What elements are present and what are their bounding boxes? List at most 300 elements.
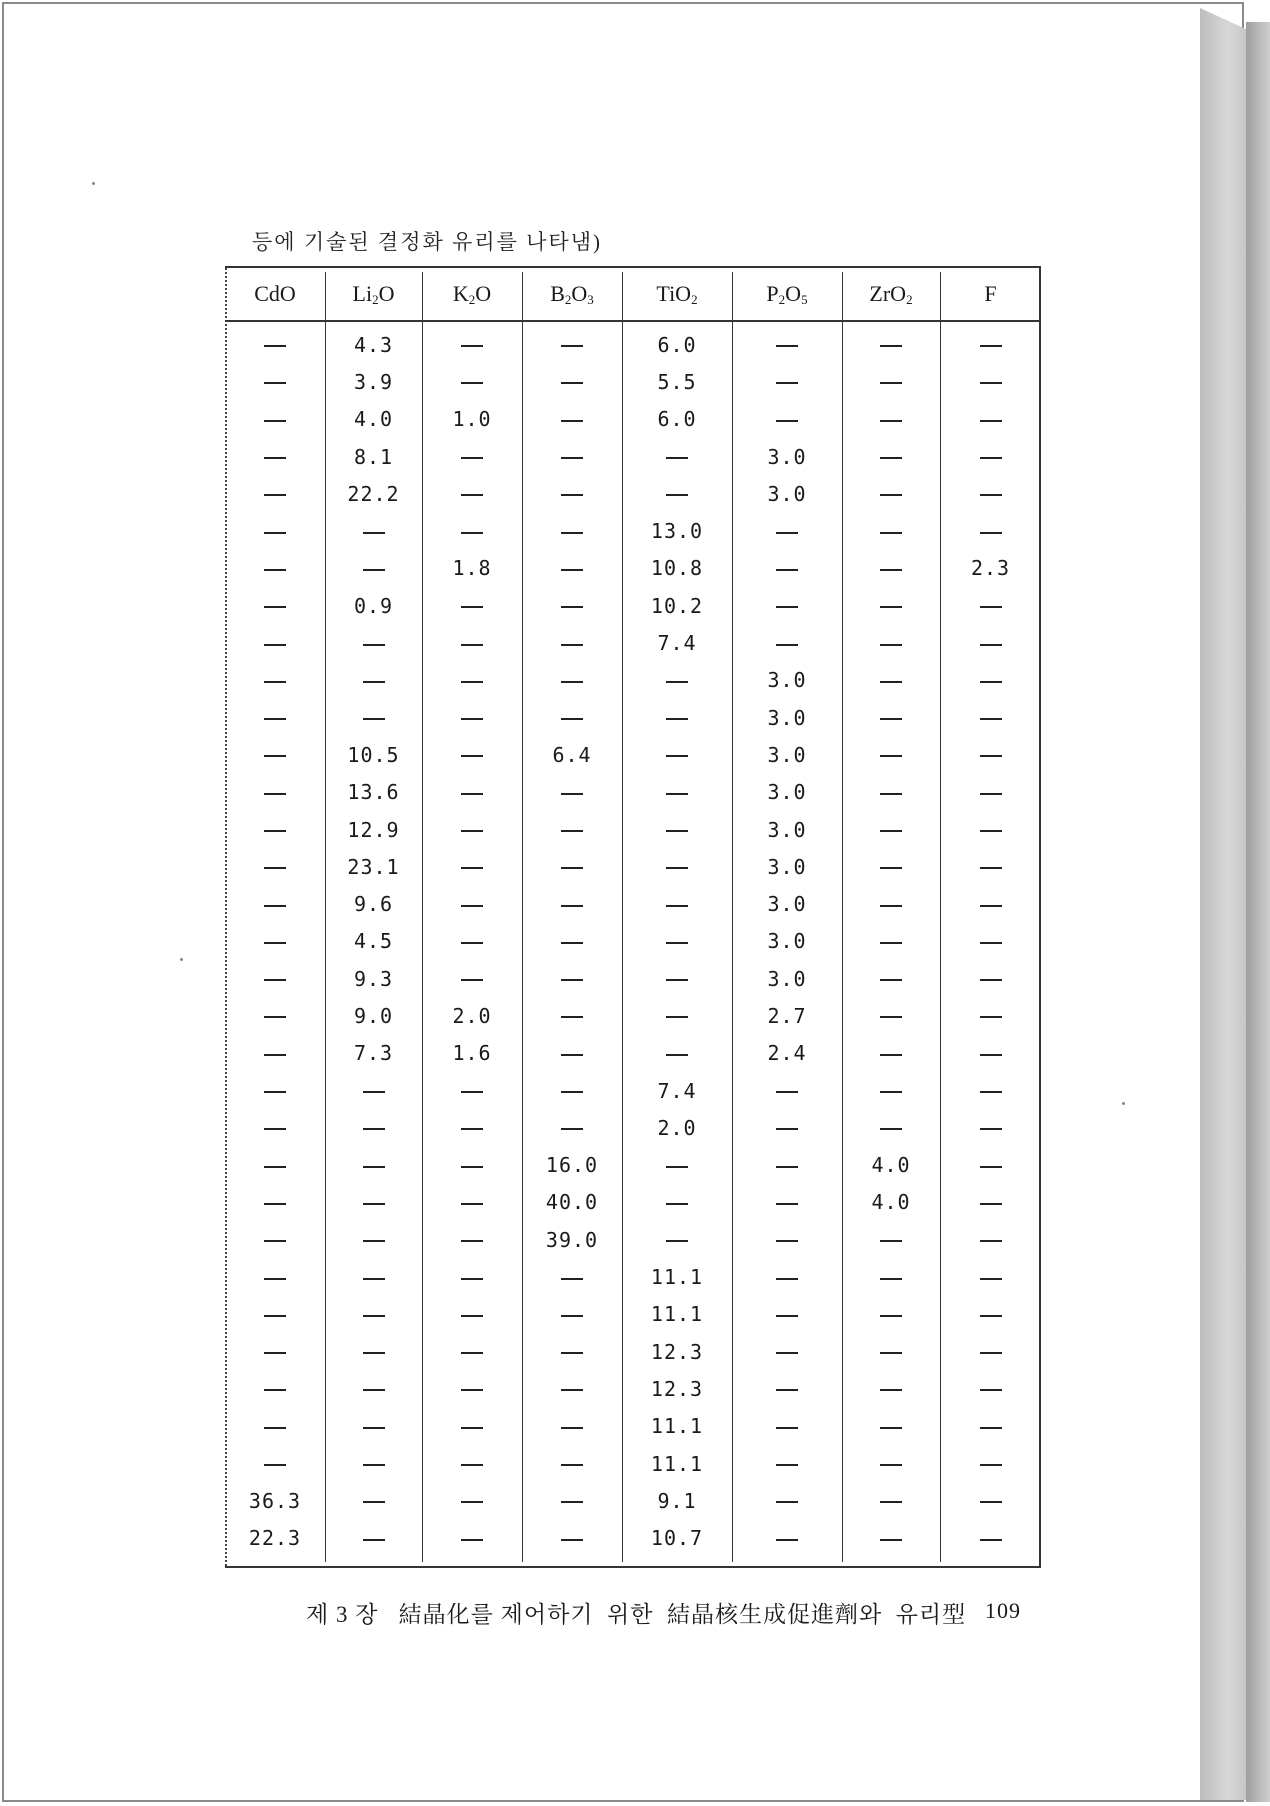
table-cell bbox=[842, 512, 940, 549]
table-cell bbox=[522, 1258, 622, 1295]
table-cell: 9.0 bbox=[353, 1003, 394, 1028]
empty-dash bbox=[561, 905, 583, 907]
table-cell: 12.3 bbox=[650, 1376, 704, 1401]
table-row bbox=[225, 1035, 1041, 1072]
empty-dash bbox=[776, 1203, 798, 1205]
table-row bbox=[225, 997, 1041, 1034]
empty-dash bbox=[461, 867, 483, 869]
empty-dash bbox=[363, 1128, 385, 1130]
table-cell bbox=[422, 736, 522, 773]
empty-dash bbox=[776, 420, 798, 422]
empty-dash bbox=[880, 457, 902, 459]
table-cell bbox=[225, 662, 325, 699]
empty-dash bbox=[461, 830, 483, 832]
empty-dash bbox=[666, 867, 688, 869]
empty-dash bbox=[666, 457, 688, 459]
empty-dash bbox=[980, 1501, 1002, 1503]
table-cell bbox=[842, 1333, 940, 1370]
table-cell: 9.3 bbox=[353, 966, 394, 991]
empty-dash bbox=[776, 644, 798, 646]
table-cell bbox=[732, 1184, 842, 1221]
table-cell bbox=[940, 1072, 1041, 1109]
table-cell bbox=[522, 923, 622, 960]
table-cell bbox=[940, 1333, 1041, 1370]
empty-dash bbox=[880, 1315, 902, 1317]
empty-dash bbox=[264, 905, 286, 907]
empty-dash bbox=[264, 420, 286, 422]
table-cell: 12.9 bbox=[347, 817, 400, 842]
table-cell bbox=[940, 885, 1041, 922]
empty-dash bbox=[461, 1240, 483, 1242]
empty-dash bbox=[363, 1203, 385, 1205]
table-cell bbox=[422, 1147, 522, 1184]
table-cell bbox=[842, 1482, 940, 1519]
empty-dash bbox=[880, 718, 902, 720]
table-cell bbox=[622, 438, 732, 475]
table-cell bbox=[422, 1370, 522, 1407]
table-row bbox=[225, 699, 1041, 736]
empty-dash bbox=[461, 1166, 483, 1168]
empty-dash bbox=[264, 1166, 286, 1168]
table-cell bbox=[842, 401, 940, 438]
empty-dash bbox=[561, 1389, 583, 1391]
empty-dash bbox=[561, 793, 583, 795]
table-cell bbox=[732, 1520, 842, 1557]
table-cell bbox=[940, 1147, 1041, 1184]
empty-dash bbox=[776, 1352, 798, 1354]
empty-dash bbox=[264, 718, 286, 720]
empty-dash bbox=[880, 606, 902, 608]
empty-dash bbox=[561, 979, 583, 981]
empty-dash bbox=[980, 979, 1002, 981]
table-cell: 10.8 bbox=[650, 556, 704, 581]
table-cell: 11.1 bbox=[650, 1414, 704, 1439]
empty-dash bbox=[980, 867, 1002, 869]
empty-dash bbox=[461, 457, 483, 459]
table-cell bbox=[422, 848, 522, 885]
table-cell bbox=[225, 960, 325, 997]
empty-dash bbox=[980, 1091, 1002, 1093]
table-cell bbox=[522, 624, 622, 661]
table-cell bbox=[622, 774, 732, 811]
table-cell bbox=[225, 512, 325, 549]
table-row bbox=[225, 326, 1041, 363]
table-cell bbox=[940, 699, 1041, 736]
table-cell bbox=[842, 550, 940, 587]
table-cell bbox=[522, 699, 622, 736]
table-cell: 6.0 bbox=[657, 332, 697, 357]
table-cell: 11.1 bbox=[650, 1451, 704, 1476]
empty-dash bbox=[980, 718, 1002, 720]
table-cell bbox=[422, 363, 522, 400]
empty-dash bbox=[363, 718, 385, 720]
empty-dash bbox=[461, 644, 483, 646]
empty-dash bbox=[776, 1464, 798, 1466]
empty-dash bbox=[363, 1352, 385, 1354]
empty-dash bbox=[264, 1091, 286, 1093]
table-row bbox=[225, 550, 1041, 587]
table-cell bbox=[842, 848, 940, 885]
empty-dash bbox=[363, 569, 385, 571]
table-cell bbox=[522, 997, 622, 1034]
empty-dash bbox=[880, 1054, 902, 1056]
table-cell bbox=[622, 960, 732, 997]
table-row bbox=[225, 1520, 1041, 1557]
empty-dash bbox=[980, 1278, 1002, 1280]
table-cell bbox=[325, 1258, 422, 1295]
empty-dash bbox=[561, 718, 583, 720]
table-cell bbox=[622, 1147, 732, 1184]
empty-dash bbox=[363, 1278, 385, 1280]
empty-dash bbox=[461, 345, 483, 347]
table-cell bbox=[325, 1408, 422, 1445]
table-cell bbox=[225, 1370, 325, 1407]
table-cell bbox=[225, 1221, 325, 1258]
table-cell: 39.0 bbox=[545, 1227, 599, 1252]
table-cell bbox=[225, 774, 325, 811]
table-cell bbox=[225, 363, 325, 400]
empty-dash bbox=[880, 755, 902, 757]
empty-dash bbox=[980, 382, 1002, 384]
empty-dash bbox=[461, 606, 483, 608]
empty-dash bbox=[561, 457, 583, 459]
empty-dash bbox=[461, 942, 483, 944]
table-cell: 13.6 bbox=[347, 780, 400, 805]
table-cell: 4.0 bbox=[871, 1153, 911, 1178]
table-cell bbox=[732, 1370, 842, 1407]
table-cell bbox=[842, 1258, 940, 1295]
table-cell bbox=[842, 1221, 940, 1258]
empty-dash bbox=[264, 644, 286, 646]
page-edge bbox=[1200, 8, 1248, 1800]
table-cell bbox=[732, 1109, 842, 1146]
table-cell bbox=[842, 774, 940, 811]
table-cell bbox=[522, 1333, 622, 1370]
table-row bbox=[225, 438, 1041, 475]
table-cell bbox=[940, 811, 1041, 848]
empty-dash bbox=[980, 1389, 1002, 1391]
empty-dash bbox=[880, 644, 902, 646]
column-header-f: F bbox=[984, 281, 997, 306]
empty-dash bbox=[980, 1166, 1002, 1168]
empty-dash bbox=[561, 382, 583, 384]
table-cell bbox=[940, 512, 1041, 549]
table-cell bbox=[422, 1109, 522, 1146]
table-cell bbox=[940, 662, 1041, 699]
table-cell: 3.0 bbox=[767, 892, 807, 917]
empty-dash bbox=[363, 681, 385, 683]
empty-dash bbox=[461, 718, 483, 720]
table-cell bbox=[225, 1333, 325, 1370]
table-cell bbox=[325, 1520, 422, 1557]
table-cell bbox=[622, 811, 732, 848]
empty-dash bbox=[666, 1016, 688, 1018]
empty-dash bbox=[980, 1054, 1002, 1056]
table-cell: 6.4 bbox=[552, 742, 592, 767]
empty-dash bbox=[776, 1091, 798, 1093]
table-cell bbox=[422, 1258, 522, 1295]
table-cell bbox=[522, 1035, 622, 1072]
empty-dash bbox=[561, 606, 583, 608]
table-cell bbox=[940, 1370, 1041, 1407]
table-row bbox=[225, 1258, 1041, 1295]
empty-dash bbox=[264, 1240, 286, 1242]
table-cell bbox=[225, 1408, 325, 1445]
empty-dash bbox=[776, 1389, 798, 1391]
empty-dash bbox=[980, 457, 1002, 459]
table-cell bbox=[940, 363, 1041, 400]
table-cell bbox=[522, 438, 622, 475]
table-cell bbox=[422, 662, 522, 699]
empty-dash bbox=[980, 420, 1002, 422]
empty-dash bbox=[980, 532, 1002, 534]
table-cell bbox=[225, 997, 325, 1034]
empty-dash bbox=[880, 1091, 902, 1093]
empty-dash bbox=[264, 793, 286, 795]
table-cell bbox=[622, 1035, 732, 1072]
table-cell bbox=[940, 960, 1041, 997]
empty-dash bbox=[264, 942, 286, 944]
table-row bbox=[225, 1370, 1041, 1407]
table-cell bbox=[522, 774, 622, 811]
empty-dash bbox=[666, 830, 688, 832]
empty-dash bbox=[776, 1278, 798, 1280]
table-row bbox=[225, 401, 1041, 438]
table-cell: 9.1 bbox=[657, 1488, 697, 1513]
empty-dash bbox=[461, 1315, 483, 1317]
table-cell bbox=[225, 624, 325, 661]
column-header-k2o: $K_2O$ bbox=[452, 280, 492, 307]
empty-dash bbox=[880, 1501, 902, 1503]
table-cell: 2.0 bbox=[657, 1115, 697, 1140]
empty-dash bbox=[561, 1054, 583, 1056]
empty-dash bbox=[880, 793, 902, 795]
table-cell bbox=[940, 1258, 1041, 1295]
table-cell bbox=[732, 550, 842, 587]
table-cell bbox=[225, 848, 325, 885]
table-cell bbox=[940, 1445, 1041, 1482]
empty-dash bbox=[363, 1539, 385, 1541]
table-cell bbox=[842, 1520, 940, 1557]
empty-dash bbox=[264, 532, 286, 534]
empty-dash bbox=[980, 905, 1002, 907]
empty-dash bbox=[880, 345, 902, 347]
table-cell bbox=[622, 997, 732, 1034]
empty-dash bbox=[363, 1240, 385, 1242]
empty-dash bbox=[561, 1501, 583, 1503]
table-cell bbox=[940, 438, 1041, 475]
empty-dash bbox=[776, 569, 798, 571]
table-cell bbox=[225, 1072, 325, 1109]
table-cell bbox=[842, 1296, 940, 1333]
empty-dash bbox=[264, 457, 286, 459]
empty-dash bbox=[461, 494, 483, 496]
table-cell bbox=[522, 475, 622, 512]
table-row bbox=[225, 662, 1041, 699]
empty-dash bbox=[980, 1352, 1002, 1354]
empty-dash bbox=[776, 382, 798, 384]
table-cell bbox=[732, 1296, 842, 1333]
table-cell: 7.4 bbox=[657, 631, 697, 656]
table-cell bbox=[225, 885, 325, 922]
empty-dash bbox=[880, 1240, 902, 1242]
empty-dash bbox=[461, 755, 483, 757]
table-cell: 0.9 bbox=[353, 593, 394, 618]
table-cell: 4.0 bbox=[871, 1190, 911, 1215]
empty-dash bbox=[980, 942, 1002, 944]
table-cell bbox=[422, 960, 522, 997]
table-cell bbox=[422, 1333, 522, 1370]
empty-dash bbox=[666, 942, 688, 944]
empty-dash bbox=[666, 793, 688, 795]
empty-dash bbox=[880, 1389, 902, 1391]
empty-dash bbox=[561, 1278, 583, 1280]
empty-dash bbox=[880, 1539, 902, 1541]
table-cell bbox=[522, 1296, 622, 1333]
table-cell bbox=[422, 699, 522, 736]
table-cell bbox=[522, 848, 622, 885]
table-cell bbox=[422, 1221, 522, 1258]
empty-dash bbox=[461, 1464, 483, 1466]
table-cell bbox=[422, 774, 522, 811]
table-cell bbox=[522, 1370, 622, 1407]
empty-dash bbox=[666, 718, 688, 720]
empty-dash bbox=[880, 494, 902, 496]
table-cell: 3.0 bbox=[767, 780, 807, 805]
empty-dash bbox=[666, 979, 688, 981]
empty-dash bbox=[666, 905, 688, 907]
table-cell bbox=[842, 662, 940, 699]
empty-dash bbox=[461, 1352, 483, 1354]
empty-dash bbox=[880, 382, 902, 384]
table-cell bbox=[940, 587, 1041, 624]
table-cell bbox=[422, 475, 522, 512]
empty-dash bbox=[363, 532, 385, 534]
empty-dash bbox=[264, 1203, 286, 1205]
table-cell: 2.0 bbox=[452, 1003, 492, 1028]
column-header-b2o3: $B_2O_3$ bbox=[550, 280, 594, 307]
table-cell: 5.5 bbox=[657, 369, 697, 394]
page-edge-shadow bbox=[1246, 22, 1270, 1802]
table-cell bbox=[522, 1109, 622, 1146]
empty-dash bbox=[561, 942, 583, 944]
table-row bbox=[225, 512, 1041, 549]
empty-dash bbox=[363, 1501, 385, 1503]
empty-dash bbox=[363, 1427, 385, 1429]
table-cell bbox=[732, 326, 842, 363]
empty-dash bbox=[880, 1464, 902, 1466]
table-cell: 9.6 bbox=[353, 892, 394, 917]
table-cell bbox=[325, 1184, 422, 1221]
table-cell: 3.0 bbox=[767, 444, 807, 469]
table-cell bbox=[225, 811, 325, 848]
table-cell bbox=[842, 960, 940, 997]
table-cell bbox=[522, 811, 622, 848]
table-cell bbox=[842, 1445, 940, 1482]
empty-dash bbox=[561, 1352, 583, 1354]
empty-dash bbox=[561, 1128, 583, 1130]
scan-speck bbox=[92, 182, 95, 185]
table-cell bbox=[622, 885, 732, 922]
empty-dash bbox=[461, 1278, 483, 1280]
table-cell bbox=[422, 624, 522, 661]
table-row bbox=[225, 1445, 1041, 1482]
empty-dash bbox=[880, 1128, 902, 1130]
table-cell bbox=[325, 1296, 422, 1333]
table-cell: 3.0 bbox=[767, 854, 807, 879]
table-cell: 36.3 bbox=[248, 1488, 302, 1513]
empty-dash bbox=[980, 1539, 1002, 1541]
chapter-title: 제 3 장 結晶化를 제어하기 위한 結晶核生成促進劑와 유리型 bbox=[306, 1602, 967, 1627]
table-cell bbox=[325, 662, 422, 699]
table-cell bbox=[225, 438, 325, 475]
table-cell bbox=[940, 848, 1041, 885]
empty-dash bbox=[461, 1427, 483, 1429]
table-cell: 10.5 bbox=[347, 742, 400, 767]
column-header-li2o: $Li_2O$ bbox=[352, 280, 395, 307]
table-cell bbox=[422, 811, 522, 848]
table-cell bbox=[225, 475, 325, 512]
empty-dash bbox=[264, 494, 286, 496]
table-cell bbox=[225, 699, 325, 736]
empty-dash bbox=[264, 606, 286, 608]
empty-dash bbox=[264, 681, 286, 683]
data-grid bbox=[225, 268, 1041, 1557]
empty-dash bbox=[461, 1091, 483, 1093]
table-cell: 2.7 bbox=[767, 1003, 807, 1028]
table-cell bbox=[225, 1258, 325, 1295]
table-cell: 2.4 bbox=[767, 1041, 807, 1066]
empty-dash bbox=[264, 1352, 286, 1354]
table-cell bbox=[622, 848, 732, 885]
table-cell: 4.3 bbox=[353, 332, 394, 357]
table-row bbox=[225, 363, 1041, 400]
table-cell: 40.0 bbox=[545, 1190, 599, 1215]
empty-dash bbox=[980, 606, 1002, 608]
empty-dash bbox=[776, 1501, 798, 1503]
table-row bbox=[225, 1482, 1041, 1519]
table-cell bbox=[522, 326, 622, 363]
empty-dash bbox=[880, 1352, 902, 1354]
empty-dash bbox=[880, 1016, 902, 1018]
table-cell bbox=[522, 550, 622, 587]
table-cell bbox=[522, 587, 622, 624]
table-cell bbox=[732, 587, 842, 624]
table-cell bbox=[622, 1221, 732, 1258]
table-cell bbox=[522, 363, 622, 400]
table-cell bbox=[732, 363, 842, 400]
empty-dash bbox=[980, 1203, 1002, 1205]
empty-dash bbox=[461, 681, 483, 683]
table-cell bbox=[842, 326, 940, 363]
table-cell bbox=[622, 1184, 732, 1221]
empty-dash bbox=[880, 569, 902, 571]
empty-dash bbox=[666, 1166, 688, 1168]
empty-dash bbox=[461, 979, 483, 981]
table-cell bbox=[732, 624, 842, 661]
table-row bbox=[225, 960, 1041, 997]
empty-dash bbox=[561, 1016, 583, 1018]
table-cell bbox=[940, 1520, 1041, 1557]
table-cell bbox=[842, 811, 940, 848]
table-cell: 3.9 bbox=[353, 369, 394, 394]
table-cell bbox=[225, 736, 325, 773]
table-cell bbox=[225, 1109, 325, 1146]
column-header-tio2: TiO$_2$ bbox=[656, 280, 698, 307]
table-cell: 11.1 bbox=[650, 1265, 704, 1290]
empty-dash bbox=[980, 681, 1002, 683]
empty-dash bbox=[363, 1389, 385, 1391]
